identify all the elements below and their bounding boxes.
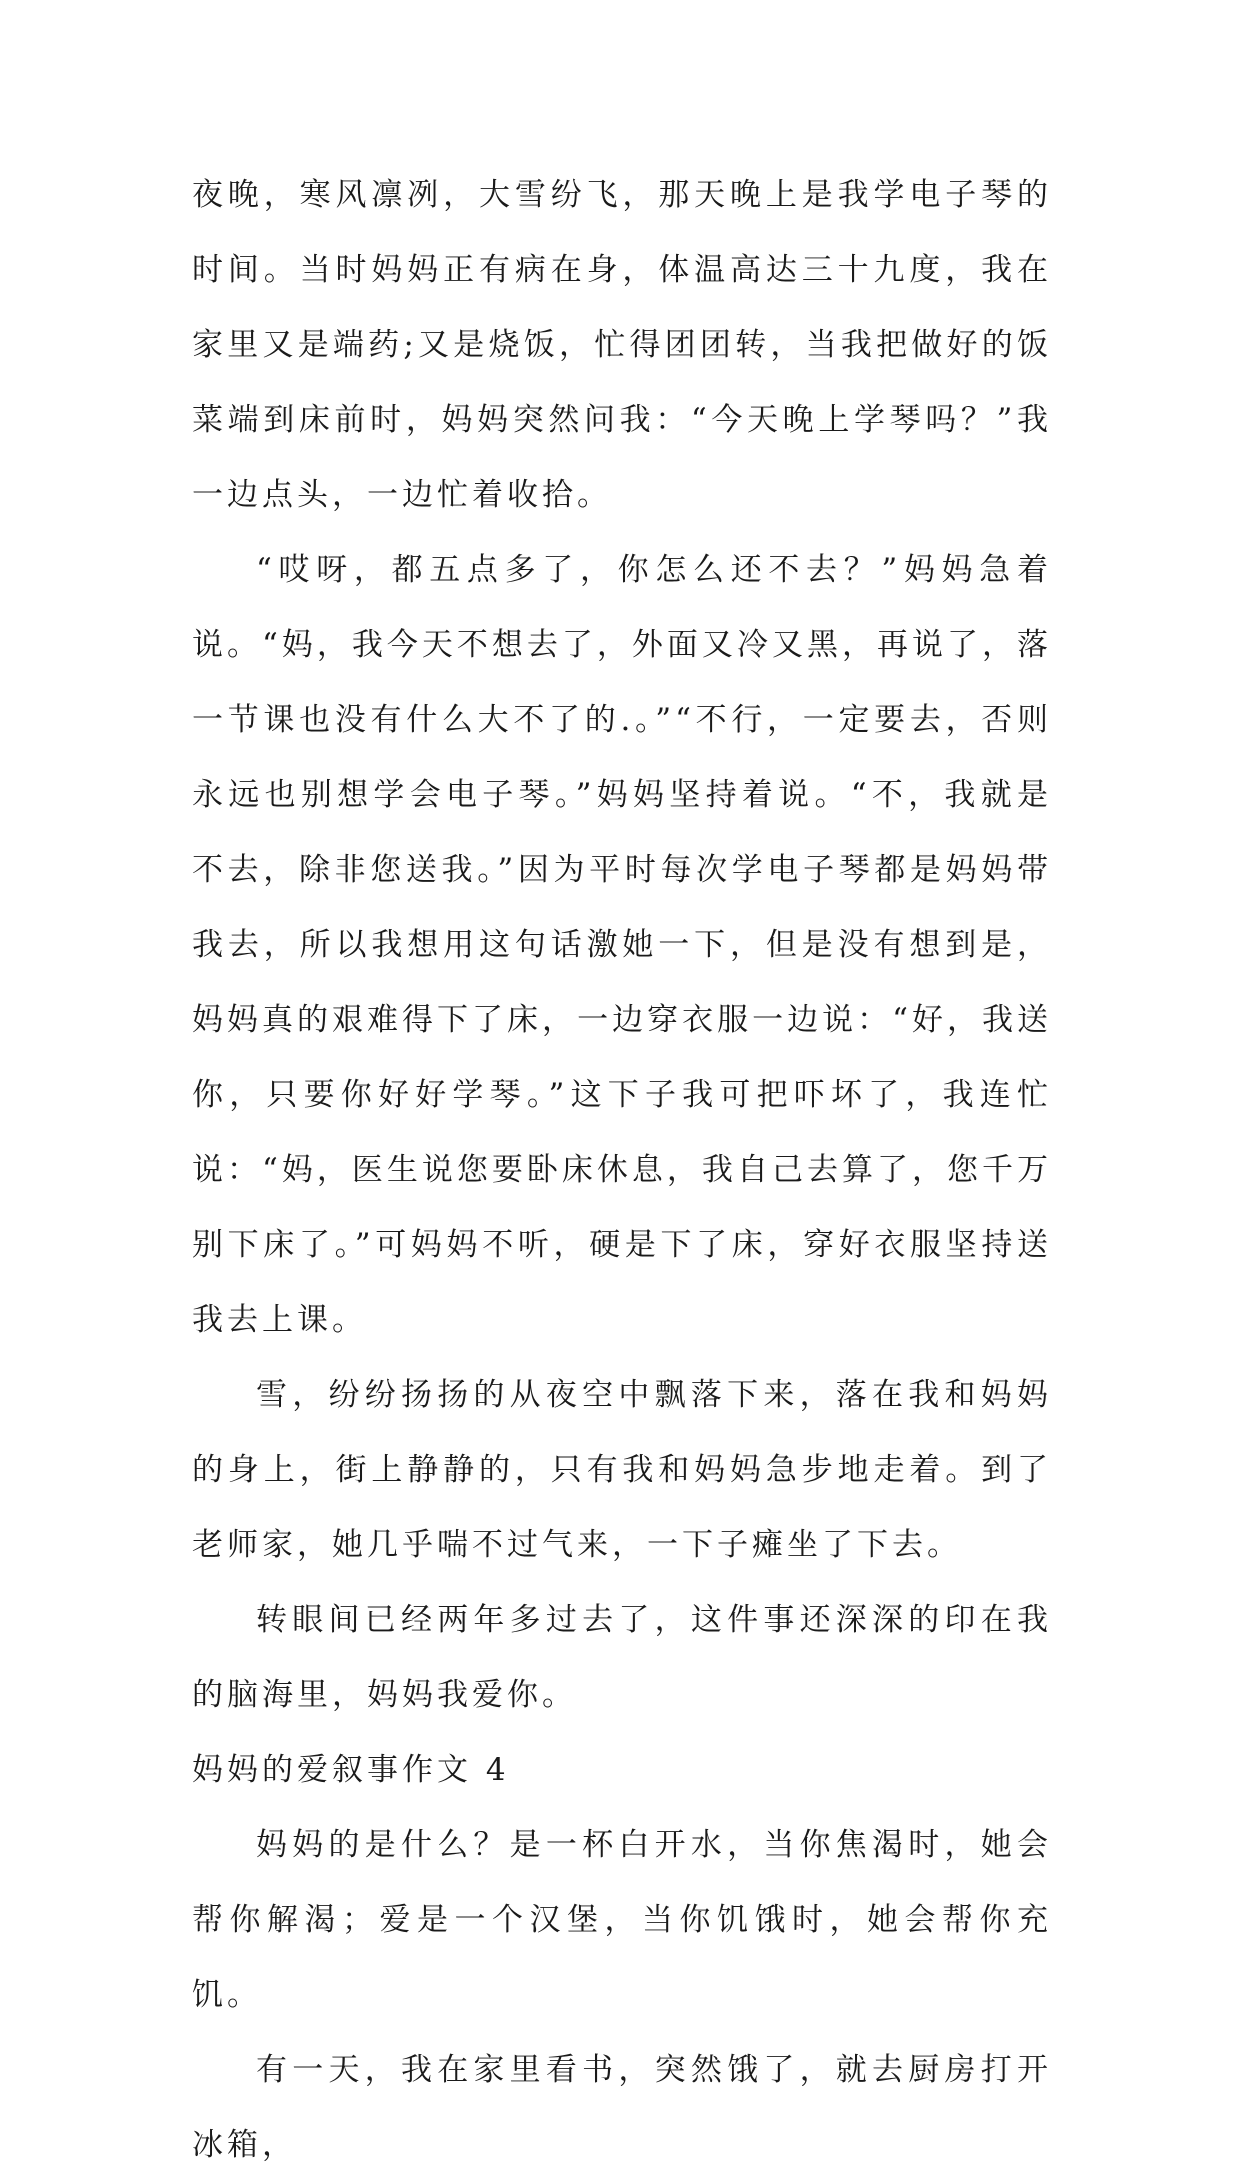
paragraph-1: 夜晚，寒风凛冽，大雪纷飞，那天晚上是我学电子琴的时间。当时妈妈正有病在身，体温高达三十九度，我在家里又是端药;又是烧饭，忙得团团转，当我把做好的饭菜端到床前时，妈妈突然问我：“今天晚上学琴吗？”我一边点头，一边忙着收拾。 (192, 177, 1052, 513)
section-paragraph-2: 有一天，我在家里看书，突然饿了，就去厨房打开冰箱， (192, 2052, 1052, 2163)
paragraph-2: “哎呀，都五点多了，你怎么还不去？”妈妈急着说。“妈，我今天不想去了，外面又冷又黑，再说了，落一节课也没有什么大不了的.。”“不行，一定要去，否则永远也别想学会电子琴。”妈妈坚持着说。“不，我就是不去，除非您送我。”因为平时每次学电子琴都是妈妈带我去，所以我想用这句话激她一下，但是没有想到是，妈妈真的艰难得下了床，一边穿衣服一边说：“好，我送你，只要你好好学琴。”这下子我可把吓坏了，我连忙说：“妈，医生说您要卧床休息，我自己去算了，您千万别下床了。”可妈妈不听，硬是下了床，穿好衣服坚持送我去上课。 (192, 552, 1052, 1338)
paragraph-4: 转眼间已经两年多过去了，这件事还深深的印在我的脑海里，妈妈我爱你。 (192, 1602, 1052, 1713)
paragraph-3: 雪，纷纷扬扬的从夜空中飘落下来，落在我和妈妈的身上，街上静静的，只有我和妈妈急步地走着。到了老师家，她几乎喘不过气来，一下子瘫坐了下去。 (192, 1377, 1052, 1563)
document-body (192, 158, 1052, 2183)
section-heading: 妈妈的爱叙事作文 4 (192, 1752, 510, 1788)
section-paragraph-1: 妈妈的是什么？是一杯白开水，当你焦渴时，她会帮你解渴；爱是一个汉堡，当你饥饿时，她会帮你充饥。 (192, 1827, 1052, 2013)
